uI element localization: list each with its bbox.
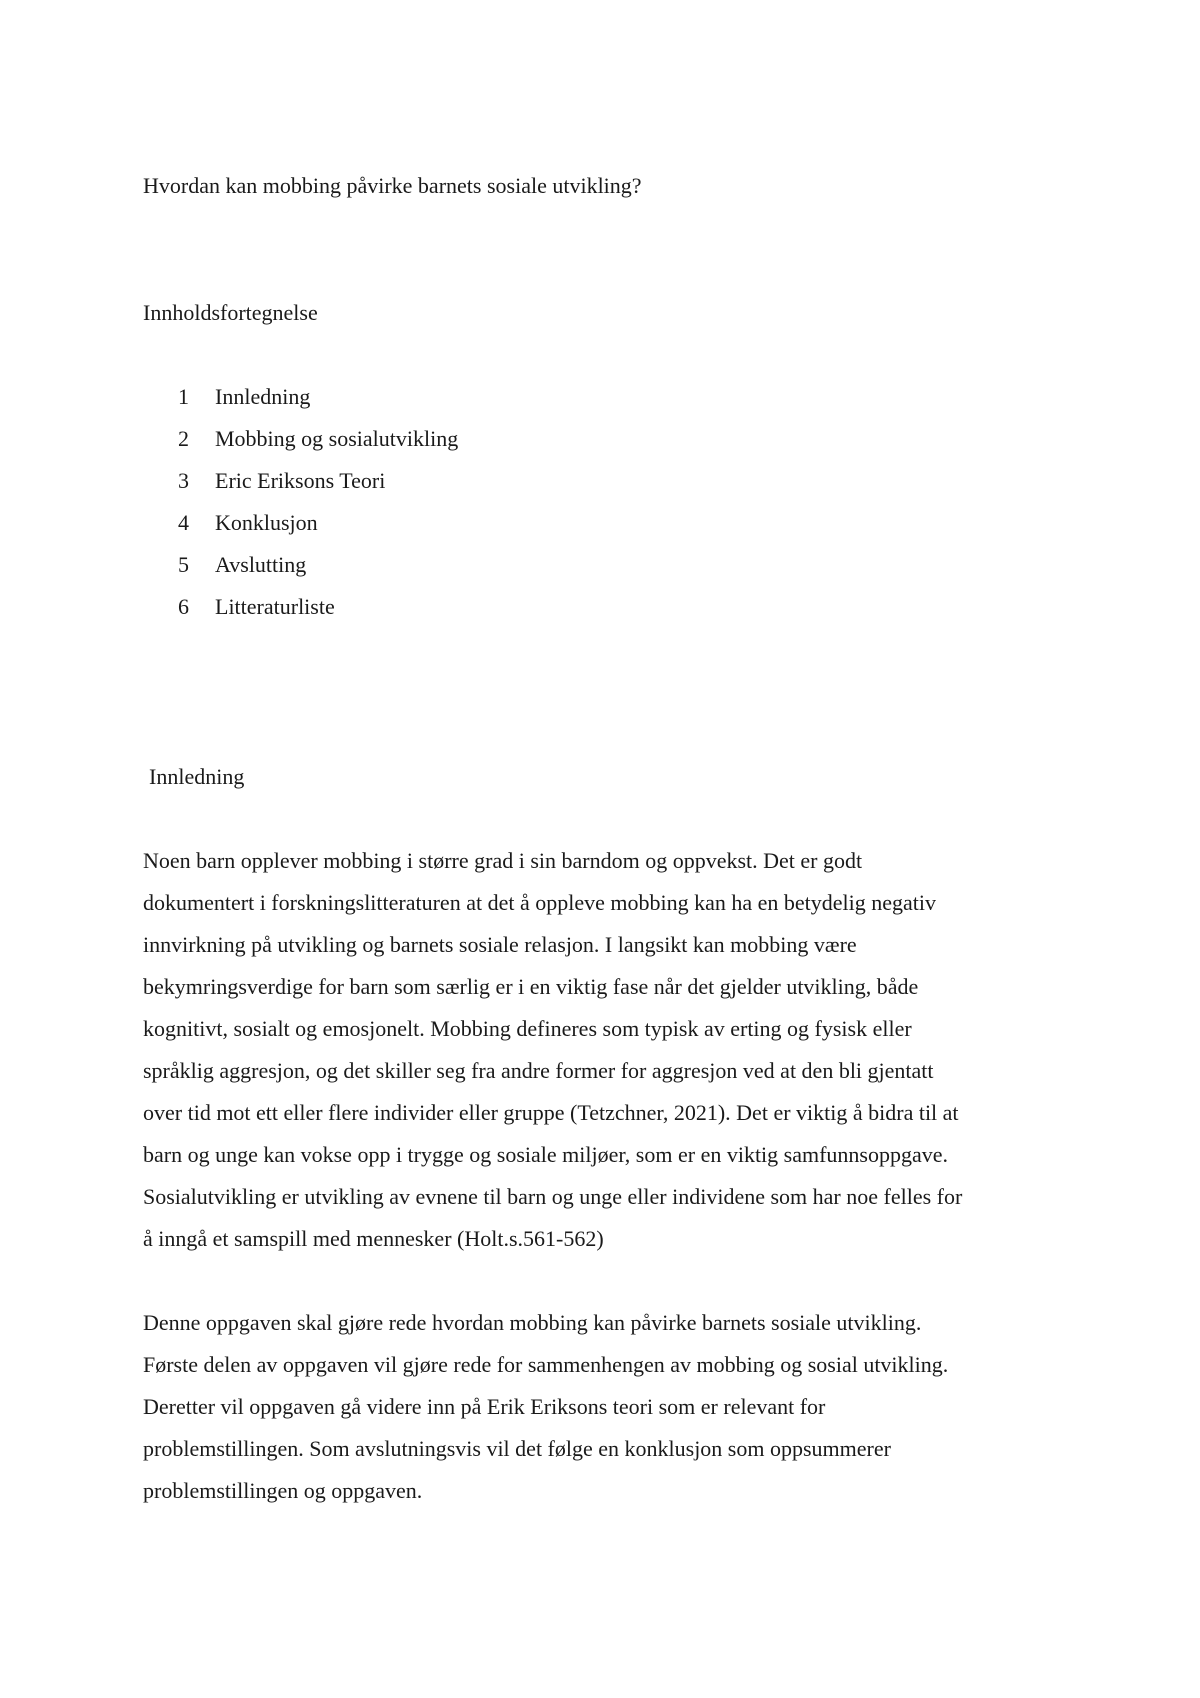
toc-item-label: Litteraturliste <box>215 594 335 619</box>
paragraph-line: bekymringsverdige for barn som særlig er i en viktig fase når det gjelder utvikling, både <box>143 974 919 999</box>
toc-heading: Innholdsfortegnelse <box>143 300 318 325</box>
toc-item <box>178 383 458 425</box>
toc-item-number: 6 <box>178 594 189 619</box>
paragraph-line: Sosialutvikling er utvikling av evnene til barn og unge eller individene som har noe felles for <box>143 1184 963 1209</box>
toc-item-label: Konklusjon <box>215 510 318 535</box>
toc-item-number: 4 <box>178 510 189 535</box>
document-title: Hvordan kan mobbing påvirke barnets sosiale utvikling? <box>143 173 642 198</box>
paragraph-line: barn og unge kan vokse opp i trygge og sosiale miljøer, som er en viktig samfunnsoppgave. <box>143 1142 949 1167</box>
section-heading-innledning: Innledning <box>149 764 245 789</box>
toc-item <box>178 593 458 635</box>
toc-item <box>178 425 458 467</box>
paragraph-line: problemstillingen og oppgaven. <box>143 1478 423 1503</box>
toc-item-number: 5 <box>178 552 189 577</box>
paragraph-line: over tid mot ett eller flere individer eller gruppe (Tetzchner, 2021). Det er viktig å bidra til at <box>143 1100 959 1125</box>
toc-item-label: Mobbing og sosialutvikling <box>215 426 459 451</box>
toc-item-number: 3 <box>178 468 189 493</box>
toc-item-label: Innledning <box>215 384 311 409</box>
toc-item-number: 1 <box>178 384 189 409</box>
toc-item <box>178 467 458 509</box>
paragraph-line: Denne oppgaven skal gjøre rede hvordan mobbing kan påvirke barnets sosiale utvikling. <box>143 1310 922 1335</box>
paragraph-line: kognitivt, sosialt og emosjonelt. Mobbing defineres som typisk av erting og fysisk eller <box>143 1016 912 1041</box>
paragraph-line: Første delen av oppgaven vil gjøre rede for sammenhengen av mobbing og sosial utvikling. <box>143 1352 949 1377</box>
paragraph-line: dokumentert i forskningslitteraturen at det å oppleve mobbing kan ha en betydelig negativ <box>143 890 936 915</box>
paragraph-line: problemstillingen. Som avslutningsvis vil det følge en konklusjon som oppsummerer <box>143 1436 891 1461</box>
table-of-contents <box>178 383 458 635</box>
paragraph-line: Deretter vil oppgaven gå videre inn på Erik Eriksons teori som er relevant for <box>143 1394 826 1419</box>
paragraph-line: innvirkning på utvikling og barnets sosiale relasjon. I langsikt kan mobbing være <box>143 932 857 957</box>
purpose-paragraph <box>143 1302 1073 1512</box>
toc-item <box>178 509 458 551</box>
intro-paragraph <box>143 840 1073 1260</box>
toc-item-label: Avslutting <box>215 552 307 577</box>
toc-item-number: 2 <box>178 426 189 451</box>
toc-item-label: Eric Eriksons Teori <box>215 468 386 493</box>
paragraph-line: språklig aggresjon, og det skiller seg fra andre former for aggresjon ved at den bli gjentatt <box>143 1058 934 1083</box>
toc-item <box>178 551 458 593</box>
paragraph-line: Noen barn opplever mobbing i større grad i sin barndom og oppvekst. Det er godt <box>143 848 863 873</box>
paragraph-line: å inngå et samspill med mennesker (Holt.s.561-562) <box>143 1226 604 1251</box>
